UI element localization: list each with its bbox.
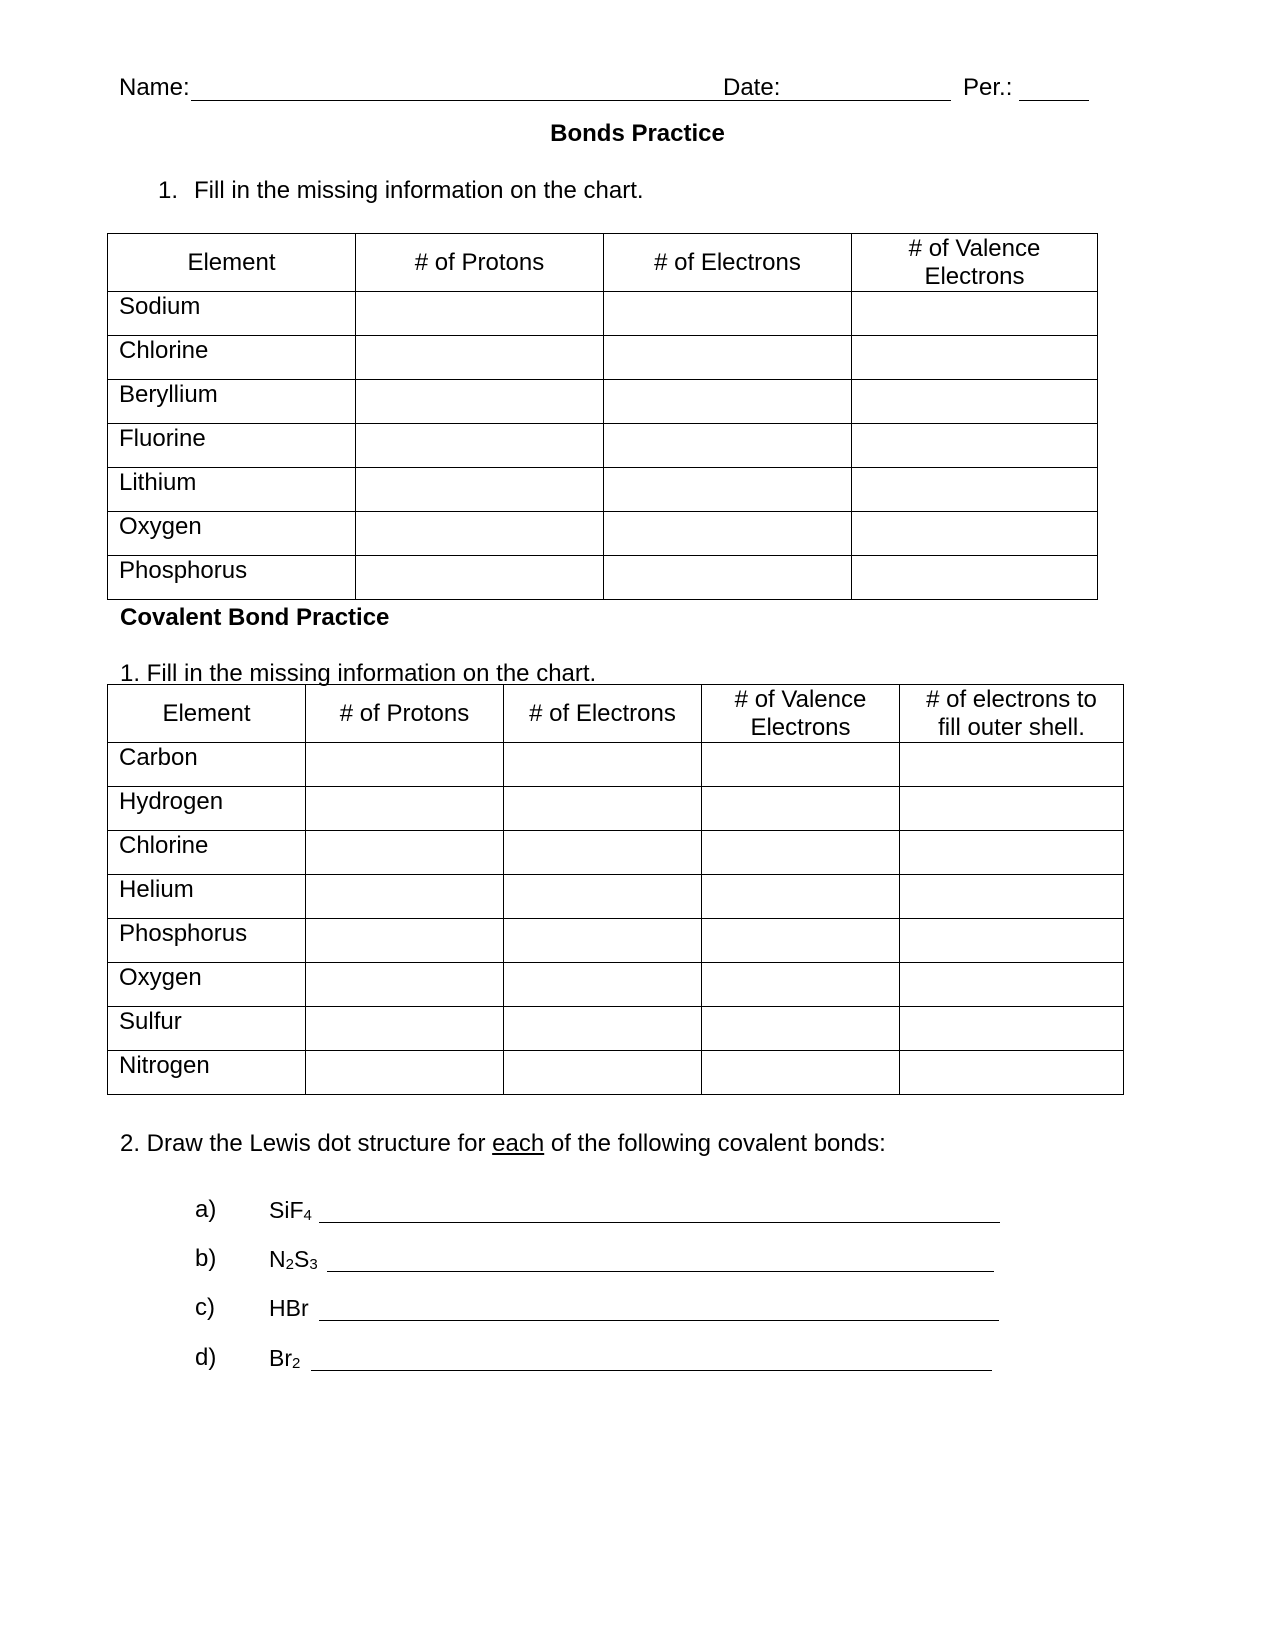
answer-cell[interactable] xyxy=(356,380,604,424)
table-row xyxy=(108,424,1098,468)
answer-cell[interactable] xyxy=(702,1007,900,1051)
element-name: Oxygen xyxy=(108,963,306,1007)
answer-cell[interactable] xyxy=(306,743,504,787)
answer-cell[interactable] xyxy=(504,1007,702,1051)
date-field[interactable] xyxy=(783,100,951,101)
elements-chart xyxy=(107,233,1098,600)
column-header: # of Valence Electrons xyxy=(852,234,1098,292)
element-name: Helium xyxy=(108,875,306,919)
answer-cell[interactable] xyxy=(702,787,900,831)
answer-cell[interactable] xyxy=(504,831,702,875)
table-row xyxy=(108,875,1124,919)
answer-cell[interactable] xyxy=(900,963,1124,1007)
question-prefix: 2. Draw the Lewis dot structure for xyxy=(120,1130,493,1157)
element-name: Chlorine xyxy=(108,336,356,380)
column-header: # of electrons to fill outer shell. xyxy=(900,685,1124,743)
answer-cell[interactable] xyxy=(306,1051,504,1095)
answer-cell[interactable] xyxy=(504,743,702,787)
answer-cell[interactable] xyxy=(900,919,1124,963)
answer-cell[interactable] xyxy=(356,468,604,512)
name-label: Name: xyxy=(119,74,190,101)
answer-cell[interactable] xyxy=(604,292,852,336)
answer-cell[interactable] xyxy=(702,919,900,963)
answer-cell[interactable] xyxy=(306,919,504,963)
answer-cell[interactable] xyxy=(504,919,702,963)
answer-cell[interactable] xyxy=(852,380,1098,424)
answer-cell[interactable] xyxy=(604,556,852,600)
answer-cell[interactable] xyxy=(356,424,604,468)
worksheet-title: Bonds Practice xyxy=(550,120,725,147)
element-name: Chlorine xyxy=(108,831,306,875)
answer-cell[interactable] xyxy=(604,424,852,468)
chemical-formula: $Br_2$ xyxy=(269,1345,301,1372)
item-letter: a) xyxy=(195,1196,217,1223)
answer-cell[interactable] xyxy=(702,1051,900,1095)
section-title-covalent: Covalent Bond Practice xyxy=(120,604,390,631)
period-label: Per.: xyxy=(963,74,1013,101)
table-header-row xyxy=(108,234,1098,292)
column-header: # of Valence Electrons xyxy=(702,685,900,743)
table-row xyxy=(108,380,1098,424)
answer-cell[interactable] xyxy=(852,424,1098,468)
answer-cell[interactable] xyxy=(306,1007,504,1051)
column-header: Element xyxy=(108,685,306,743)
element-name: Phosphorus xyxy=(108,556,356,600)
element-name: Oxygen xyxy=(108,512,356,556)
answer-cell[interactable] xyxy=(852,512,1098,556)
column-header: # of Protons xyxy=(356,234,604,292)
answer-cell[interactable] xyxy=(900,1007,1124,1051)
table-row xyxy=(108,292,1098,336)
answer-cell[interactable] xyxy=(504,963,702,1007)
item-letter: b) xyxy=(195,1245,217,1272)
answer-line[interactable] xyxy=(319,1222,1000,1223)
answer-cell[interactable] xyxy=(356,512,604,556)
table-row xyxy=(108,787,1124,831)
table-row xyxy=(108,1051,1124,1095)
answer-cell[interactable] xyxy=(604,512,852,556)
answer-cell[interactable] xyxy=(852,468,1098,512)
table-row xyxy=(108,556,1098,600)
chemical-formula: HBr xyxy=(269,1295,309,1321)
table-row xyxy=(108,831,1124,875)
answer-cell[interactable] xyxy=(306,963,504,1007)
period-field[interactable] xyxy=(1019,100,1089,101)
answer-cell[interactable] xyxy=(702,963,900,1007)
question-number: 1. xyxy=(158,177,179,204)
chemical-formula: SiF$_4$ xyxy=(269,1197,312,1224)
answer-cell[interactable] xyxy=(702,875,900,919)
answer-cell[interactable] xyxy=(504,875,702,919)
student-info-header xyxy=(119,74,1079,106)
answer-cell[interactable] xyxy=(702,743,900,787)
element-name: Hydrogen xyxy=(108,787,306,831)
question-2 xyxy=(120,1130,886,1158)
answer-cell[interactable] xyxy=(900,831,1124,875)
answer-cell[interactable] xyxy=(702,831,900,875)
answer-cell[interactable] xyxy=(900,1051,1124,1095)
question-1-covalent: 1. Fill in the missing information on the chart. xyxy=(120,660,597,687)
element-name: Beryllium xyxy=(108,380,356,424)
answer-cell[interactable] xyxy=(306,787,504,831)
element-name: Sodium xyxy=(108,292,356,336)
element-name: Carbon xyxy=(108,743,306,787)
table-row xyxy=(108,512,1098,556)
answer-cell[interactable] xyxy=(900,875,1124,919)
answer-cell[interactable] xyxy=(852,336,1098,380)
table-header-row xyxy=(108,685,1124,743)
answer-cell[interactable] xyxy=(356,556,604,600)
date-label: Date: xyxy=(723,74,781,101)
element-name: Lithium xyxy=(108,468,356,512)
answer-cell[interactable] xyxy=(306,831,504,875)
answer-cell[interactable] xyxy=(504,787,702,831)
element-name: Sulfur xyxy=(108,1007,306,1051)
chemical-formula: $N_2S_3$ xyxy=(269,1246,318,1273)
answer-cell[interactable] xyxy=(604,336,852,380)
question-text: Fill in the missing information on the chart. xyxy=(194,177,644,204)
table-row xyxy=(108,919,1124,963)
column-header: # of Electrons xyxy=(604,234,852,292)
answer-cell[interactable] xyxy=(900,743,1124,787)
answer-cell[interactable] xyxy=(900,787,1124,831)
covalent-elements-chart xyxy=(107,684,1124,1095)
answer-cell[interactable] xyxy=(504,1051,702,1095)
answer-line[interactable] xyxy=(311,1370,992,1371)
item-letter: c) xyxy=(195,1294,215,1321)
column-header: Element xyxy=(108,234,356,292)
answer-line[interactable] xyxy=(327,1271,994,1272)
answer-cell[interactable] xyxy=(852,556,1098,600)
element-name: Nitrogen xyxy=(108,1051,306,1095)
element-name: Phosphorus xyxy=(108,919,306,963)
table-row xyxy=(108,1007,1124,1051)
question-emphasis: each xyxy=(492,1130,545,1157)
answer-cell[interactable] xyxy=(356,292,604,336)
column-header: # of Protons xyxy=(306,685,504,743)
question-suffix: of the following covalent bonds: xyxy=(544,1130,886,1157)
table-row xyxy=(108,468,1098,512)
column-header: # of Electrons xyxy=(504,685,702,743)
answer-cell[interactable] xyxy=(306,875,504,919)
table-row xyxy=(108,336,1098,380)
answer-cell[interactable] xyxy=(604,380,852,424)
table-row xyxy=(108,963,1124,1007)
item-letter: d) xyxy=(195,1344,217,1371)
answer-line[interactable] xyxy=(319,1320,999,1321)
answer-cell[interactable] xyxy=(604,468,852,512)
element-name: Fluorine xyxy=(108,424,356,468)
table-row xyxy=(108,743,1124,787)
answer-cell[interactable] xyxy=(356,336,604,380)
answer-cell[interactable] xyxy=(852,292,1098,336)
